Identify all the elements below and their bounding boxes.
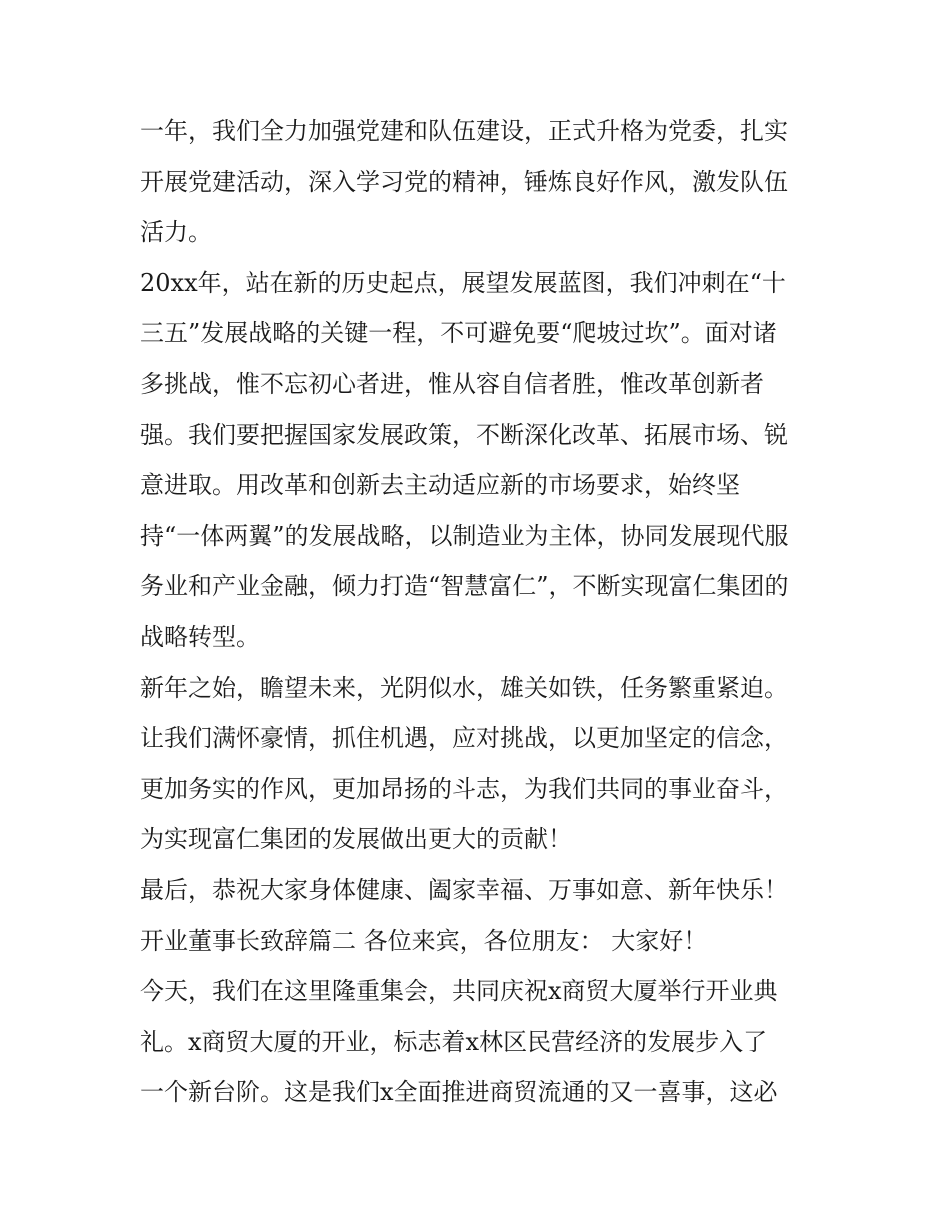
text-line: 活力。 <box>140 218 212 247</box>
text-line: 意进取。用改革和创新去主动适应新的市场要求，始终坚 <box>140 471 740 500</box>
text-line: 今天，我们在这里隆重集会，共同庆祝x商贸大厦举行开业典 <box>140 977 778 1006</box>
document-body <box>140 106 820 1118</box>
text-line: 多挑战，惟不忘初心者进，惟从容自信者胜，惟改革创新者 <box>140 369 764 398</box>
text-line: 最后，恭祝大家身体健康、阖家幸福、万事如意、新年快乐！ <box>140 875 788 904</box>
text-line: 战略转型。 <box>140 622 260 651</box>
text-line: 一年，我们全力加强党建和队伍建设，正式升格为党委，扎实 <box>140 117 788 145</box>
text-line: 20xx年，站在新的历史起点，展望发展蓝图，我们冲刺在“十 <box>140 268 786 297</box>
text-line: 开展党建活动，深入学习党的精神，锤炼良好作风，激发队伍 <box>140 167 788 196</box>
text-line: 礼。x商贸大厦的开业，标志着x林区民营经济的发展步入了 <box>140 1027 768 1056</box>
text-line: 持“一体两翼”的发展战略，以制造业为主体，协同发展现代服 <box>140 521 789 550</box>
text-line: 为实现富仁集团的发展做出更大的贡献！ <box>140 825 572 854</box>
text-line: 一个新台阶。这是我们x全面推进商贸流通的又一喜事，这必 <box>140 1078 778 1107</box>
text-line: 让我们满怀豪情，抓住机遇，应对挑战，以更加坚定的信念， <box>140 724 788 753</box>
text-line: 强。我们要把握国家发展政策，不断深化改革、拓展市场、锐 <box>140 420 788 449</box>
text-line: 三五”发展战略的关键一程，不可避免要“爬坡过坎”。面对诸 <box>140 319 777 348</box>
text-line: 开业董事长致辞篇二 各位来宾，各位朋友： 大家好！ <box>140 926 708 955</box>
text-line: 务业和产业金融，倾力打造“智慧富仁”，不断实现富仁集团的 <box>140 572 789 601</box>
text-line: 更加务实的作风，更加昂扬的斗志，为我们共同的事业奋斗， <box>140 774 788 803</box>
text-line: 新年之始，瞻望未来，光阴似水，雄关如铁，任务繁重紧迫。 <box>140 673 788 702</box>
